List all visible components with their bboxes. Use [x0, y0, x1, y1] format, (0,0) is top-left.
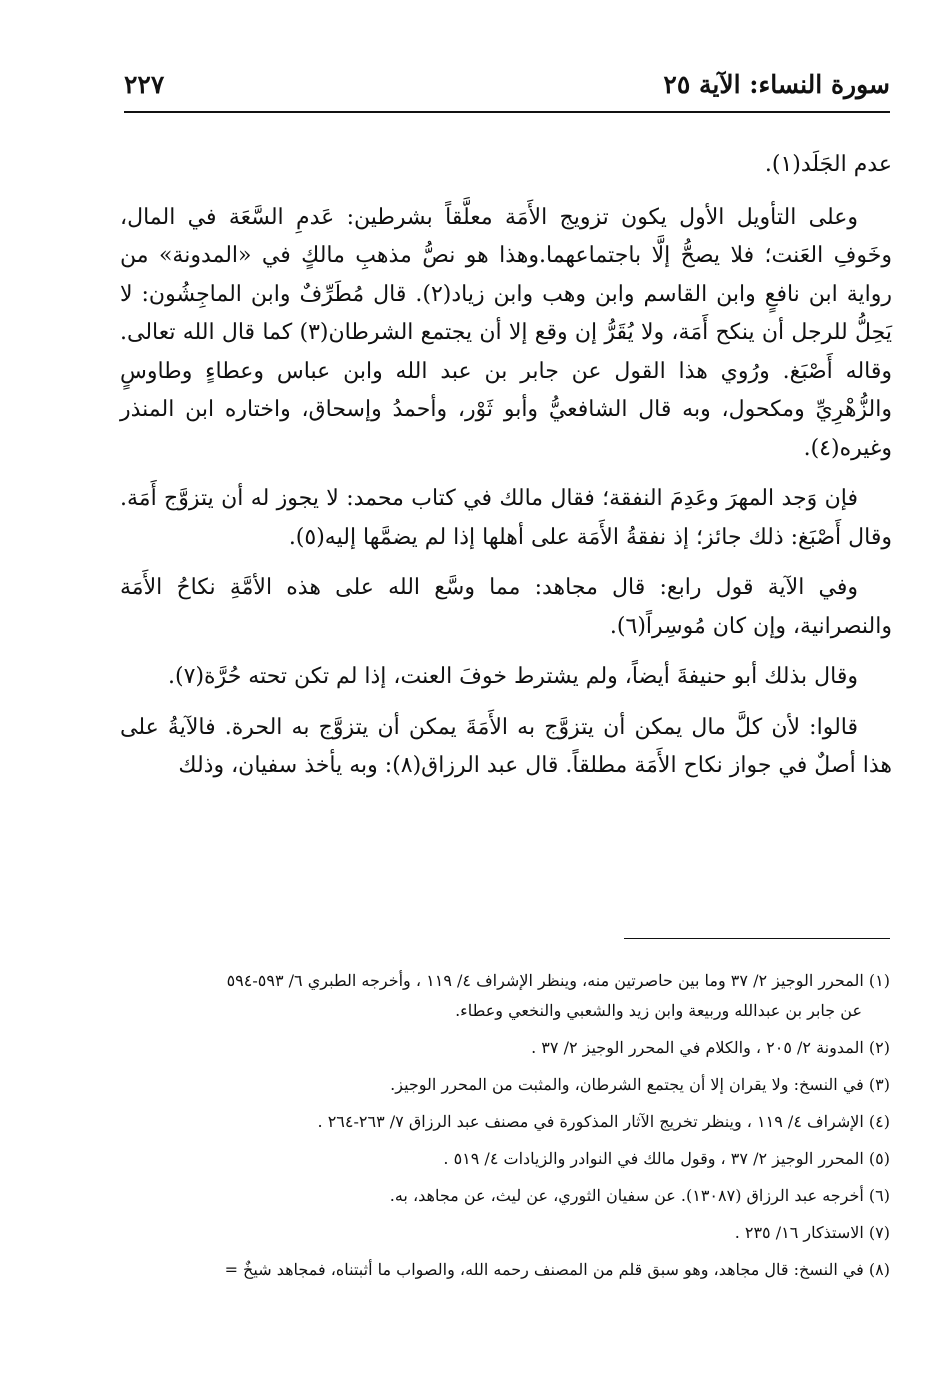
page-number: ٢٢٧ [124, 70, 165, 99]
footnote [124, 1181, 890, 1211]
footnote-text: (٤) الإشراف ٤/ ١١٩ ، وينظر تخريج الآثار المذكورة في مصنف عبد الرزاق ٧/ ٢٦٣-٢٦٤ . [317, 1112, 890, 1131]
running-header [124, 66, 890, 110]
paragraph: قالوا: لأن كلَّ مال يمكن أن يتزوَّج به الأَمَةَ يمكن أن يتزوَّج به الحرة. فالآيةُ على هذا أصلٌ في جواز نكاح الأَمَة مطلقاً. قال عبد الرزاق(٨): وبه يأخذ سفيان، وذلك [120, 714, 892, 778]
paragraph: وعلى التأويل الأول يكون تزويج الأَمَة معلَّقاً بشرطين: عَدمِ السَّعَة في المال، وخَوفِ العَنت؛ فلا يصحُّ إلَّا باجتماعهما.وهذا هو نصُّ مذهبِ مالكٍ في «المدونة» من رواية ابن نافعٍ وابن القاسم وابن وهب وابن زياد(٢). قال مُطَرِّفٌ وابن الماجِشُون: لا يَحِلُّ للرجل أن ينكح أَمَة، ولا يُقَرُّ إن وقع إلا أن يجتمع الشرطان(٣) كما قال الله تعالى. وقاله أَصْبَغ. ورُوي هذا القول عن جابر بن عبد الله وابن عباس وعطاءٍ وطاوسٍ والزُّهْرِيِّ ومكحول، وبه قال الشافعيُّ وأبو ثَوْر، وأحمدُ وإسحاق، واختاره ابن المنذر وغيره(٤). [120, 204, 893, 461]
footnote-separator [624, 938, 890, 939]
footnote [124, 1070, 890, 1100]
footnote-text: (٥) المحرر الوجيز ٢/ ٣٧ ، وقول مالك في النوادر والزيادات ٤/ ٥١٩ . [443, 1149, 890, 1168]
main-text [120, 146, 892, 798]
footnote [124, 1144, 890, 1174]
paragraph: عدم الجَلَد(١). [764, 152, 892, 177]
header-rule [124, 111, 890, 113]
footnote [124, 966, 890, 1026]
footnote-text: (٣) في النسخ: ولا يقران إلا أن يجتمع الشرطان، والمثبت من المحرر الوجيز. [390, 1075, 890, 1094]
footnote [124, 1107, 890, 1137]
footnote-text: (٢) المدونة ٢/ ٢٠٥ ، والكلام في المحرر الوجيز ٢/ ٣٧ . [531, 1038, 890, 1057]
footnote-continuation: عن جابر بن عبدالله وربيعة وابن زيد والشعبي والنخعي وعطاء. [455, 1001, 862, 1020]
paragraph: فإن وَجد المهرَ وعَدِمَ النفقة؛ فقال مالك في كتاب محمد: لا يجوز له أن يتزوَّج أَمَة. وقال أَصْبَغ: ذلك جائز؛ إذ نفقةُ الأَمَة على أهلها إذا لم يضمَّها إليه(٥). [120, 486, 892, 550]
paragraph: وقال بذلك أبو حنيفةَ أيضاً، ولم يشترط خوفَ العنت، إذا لم تكن تحته حُرَّة(٧). [168, 664, 858, 689]
footnote-text: (١) المحرر الوجيز ٢/ ٣٧ وما بين حاصرتين منه، وينظر الإشراف ٤/ ١١٩ ، وأخرجه الطبري ٦/ ٥٩٣-٥٩٤ [226, 971, 890, 990]
running-title: سورة النساء: الآية ٢٥ [663, 70, 890, 99]
footnote-text: (٨) في النسخ: قال مجاهد، وهو سبق قلم من المصنف رحمه الله، والصواب ما أثبتناه، فمجاهد شيخٌ = [224, 1260, 890, 1279]
paragraph: وفي الآية قول رابع: قال مجاهد: مما وسَّع الله على هذه الأمَّةِ نكاحُ الأَمَة والنصرانية، وإن كان مُوسِراً(٦). [120, 575, 892, 639]
footnote [124, 1033, 890, 1063]
footnotes [124, 966, 890, 1292]
footnote-text: (٦) أخرجه عبد الرزاق (١٣٠٨٧). عن سفيان الثوري، عن ليث، عن مجاهد، به. [389, 1186, 890, 1205]
footnote [124, 1255, 890, 1285]
footnote [124, 1218, 890, 1248]
footnote-text: (٧) الاستذكار ١٦/ ٢٣٥ . [734, 1223, 890, 1242]
